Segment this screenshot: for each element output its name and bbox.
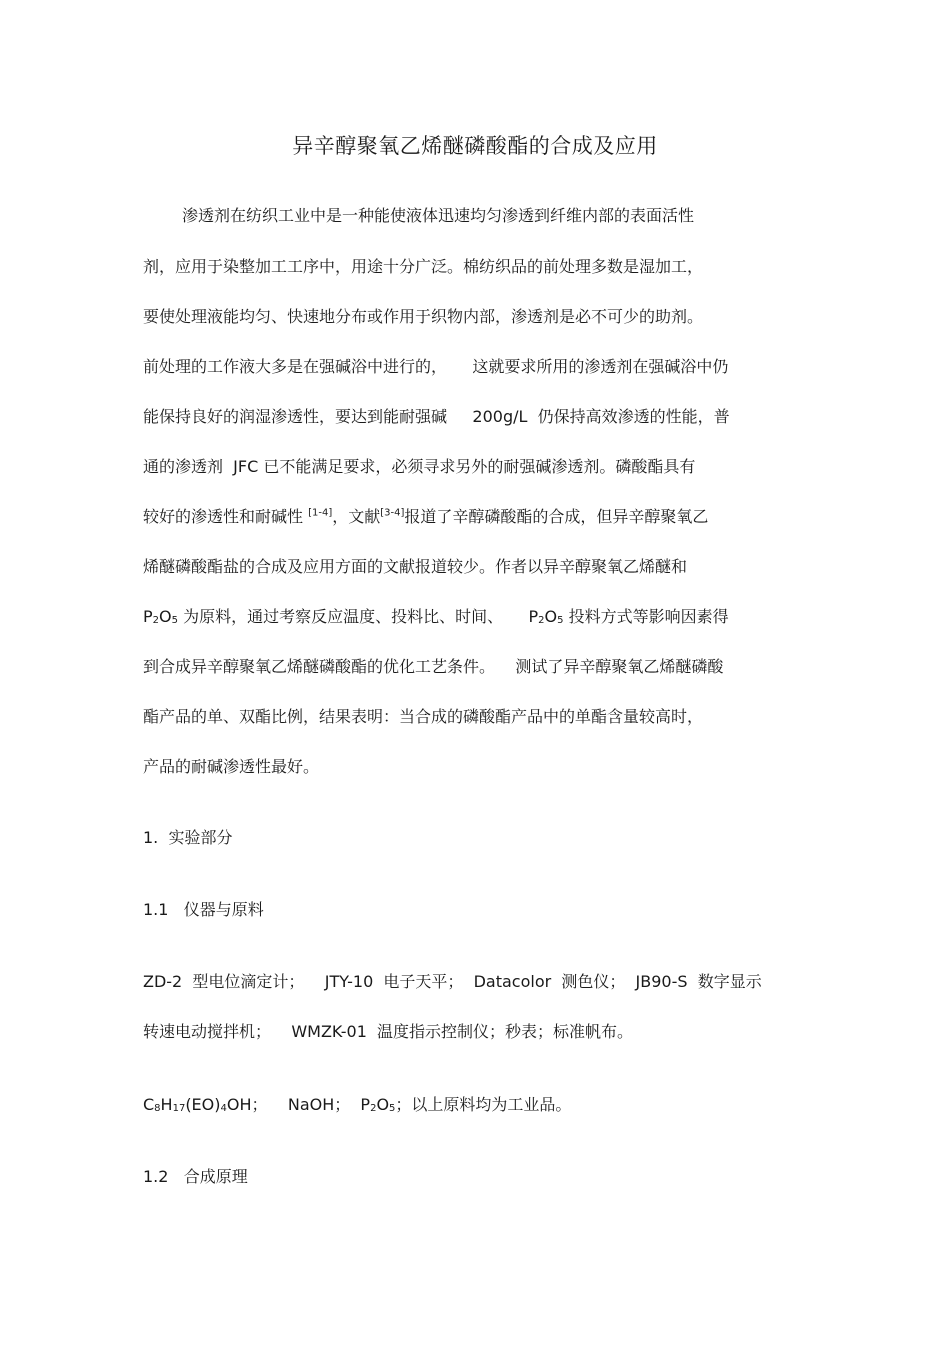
paragraph-line: 剂，应用于染整加工工序中，用途十分广泛。棉纺织品的前处理多数是湿加工， <box>143 257 704 276</box>
paragraph-line: 通的渗透剂 JFC 已不能满足要求，必须寻求另外的耐强碱渗透剂。磷酸酯具有 <box>143 457 696 476</box>
paragraph-line: 前处理的工作液大多是在强碱浴中进行的， 这就要求所用的渗透剂在强碱浴中仍 <box>143 357 729 376</box>
document-title: 异辛醇聚氧乙烯醚磷酸酯的合成及应用 <box>292 134 658 158</box>
text-run: 投料方式等影响因素得 <box>563 607 729 626</box>
subsection-heading: 1.2 合成原理 <box>143 1167 248 1186</box>
citation: [1-4] <box>308 507 333 519</box>
subscript: 5 <box>557 615 564 626</box>
subsection-heading: 1.1 仪器与原料 <box>143 900 264 919</box>
paragraph-line: 产品的耐碱渗透性最好。 <box>143 757 320 776</box>
text-run: O <box>376 1095 390 1114</box>
text-run: OH； NaOH； P <box>226 1095 371 1114</box>
paragraph-line: ZD-2 型电位滴定计； JTY-10 电子天平； Datacolor 测色仪； JB90-S 数字显示 <box>143 972 762 991</box>
text-run: P <box>143 607 153 626</box>
text-run: 为原料，通过考察反应温度、投料比、时间、 P <box>178 607 539 626</box>
section-heading: 1. 实验部分 <box>143 828 233 847</box>
subscript: 5 <box>171 615 178 626</box>
text-run: 较好的渗透性和耐碱性 <box>143 507 309 526</box>
subscript: 2 <box>152 615 160 626</box>
text-run: ，文献 <box>332 507 381 526</box>
paragraph-line: 能保持良好的润湿渗透性，要达到能耐强碱 200g/L 仍保持高效渗透的性能，普 <box>143 407 730 426</box>
paragraph-line: 渗透剂在纺织工业中是一种能使液体迅速均匀渗透到纤维内部的表面活性 <box>182 206 695 225</box>
text-run: ；以上原料均为工业品。 <box>395 1095 572 1114</box>
paragraph-line <box>143 605 729 629</box>
paragraph-line <box>143 505 708 529</box>
subscript: 5 <box>389 1103 396 1114</box>
subscript: 2 <box>370 1103 377 1114</box>
subscript: 17 <box>172 1103 186 1114</box>
subscript: 4 <box>220 1103 227 1114</box>
paragraph-line: 要使处理液能均匀、快速地分布或作用于织物内部，渗透剂是必不可少的助剂。 <box>143 307 704 326</box>
citation: [3-4] <box>380 507 405 519</box>
subscript: 8 <box>154 1103 161 1114</box>
subscript: 2 <box>538 615 545 626</box>
materials-line <box>143 1093 571 1117</box>
text-run: 报道了辛醇磷酸酯的合成，但异辛醇聚氧乙 <box>404 507 709 526</box>
paragraph-line: 烯醚磷酸酯盐的合成及应用方面的文献报道较少。作者以异辛醇聚氧乙烯醚和 <box>143 557 688 576</box>
paragraph-line: 酯产品的单、双酯比例，结果表明：当合成的磷酸酯产品中的单酯含量较高时， <box>143 707 704 726</box>
text-run: (EO) <box>185 1095 221 1114</box>
text-run: H <box>160 1095 173 1114</box>
text-run: O <box>159 607 172 626</box>
text-run: C <box>143 1095 155 1114</box>
text-run: O <box>544 607 558 626</box>
paragraph-line: 转速电动搅拌机； WMZK-01 温度指示控制仪；秒表；标准帆布。 <box>143 1022 634 1041</box>
paragraph-line: 到合成异辛醇聚氧乙烯醚磷酸酯的优化工艺条件。 测试了异辛醇聚氧乙烯醚磷酸 <box>143 657 724 676</box>
